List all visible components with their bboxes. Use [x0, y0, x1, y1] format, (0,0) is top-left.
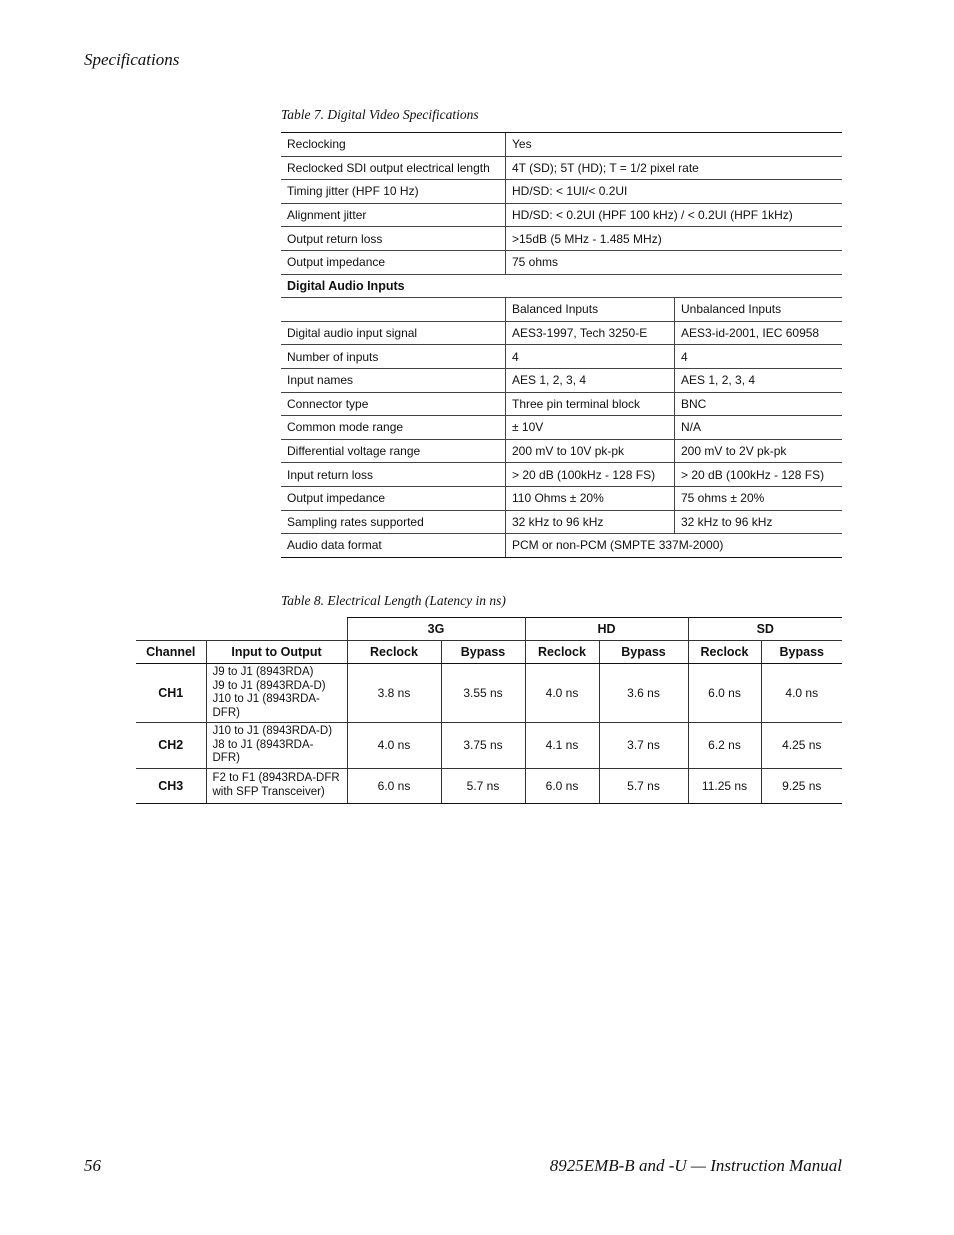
- latency-cell: 4.1 ns: [525, 723, 599, 769]
- table-row: [281, 510, 842, 534]
- spec-label: Output impedance: [281, 250, 506, 274]
- table-row: [136, 664, 842, 723]
- spec-label: Alignment jitter: [281, 203, 506, 227]
- latency-cell: 3.55 ns: [441, 664, 525, 723]
- table-7-caption: Table 7. Digital Video Specifications: [281, 107, 479, 122]
- reclock-header: Reclock: [347, 641, 441, 664]
- unbalanced-value: 75 ohms ± 20%: [675, 486, 843, 510]
- io-line: J10 to J1 (8943RDA-D): [212, 725, 333, 737]
- spec-value: Yes: [506, 133, 843, 157]
- channel-cell: CH1: [136, 664, 206, 723]
- spec-label: Reclocking: [281, 133, 506, 157]
- io-line: J9 to J1 (8943RDA-D): [212, 679, 326, 692]
- latency-cell: 4.0 ns: [525, 664, 599, 723]
- spec-label: Audio data format: [281, 534, 506, 558]
- unbalanced-value: BNC: [675, 392, 843, 416]
- channel-cell: CH3: [136, 768, 206, 803]
- spec-label: Timing jitter (HPF 10 Hz): [281, 180, 506, 204]
- table-row: [281, 321, 842, 345]
- manual-title: 8925EMB-B and -U — Instruction Manual: [549, 1156, 842, 1175]
- spec-value: HD/SD: < 0.2UI (HPF 100 kHz) / < 0.2UI (HPF 1kHz): [506, 203, 843, 227]
- latency-cell: 6.0 ns: [688, 664, 761, 723]
- table-row: [281, 439, 842, 463]
- group-3g-header: 3G: [347, 618, 525, 641]
- bypass-header: Bypass: [441, 641, 525, 664]
- input-to-output-cell: [206, 723, 347, 769]
- balanced-value: Three pin terminal block: [506, 392, 675, 416]
- io-line: F2 to F1 (8943RDA-DFR: [212, 772, 340, 784]
- table-row: [281, 133, 842, 157]
- latency-cell: 6.0 ns: [347, 768, 441, 803]
- table-row: [281, 180, 842, 204]
- table-row: [281, 486, 842, 510]
- latency-cell: 6.2 ns: [688, 723, 761, 769]
- balanced-value: AES3-1997, Tech 3250-E: [506, 321, 675, 345]
- channel-header: Channel: [136, 641, 206, 664]
- input-to-output-cell: [206, 664, 347, 723]
- unbalanced-value: 32 kHz to 96 kHz: [675, 510, 843, 534]
- audio-header-row: [281, 298, 842, 322]
- table-row: [281, 227, 842, 251]
- io-line: J10 to J1 (8943RDA-DFR): [212, 693, 320, 719]
- spec-label: Differential voltage range: [281, 439, 506, 463]
- spec-label: Connector type: [281, 392, 506, 416]
- unbalanced-inputs-header: Unbalanced Inputs: [675, 298, 843, 322]
- spec-label: Common mode range: [281, 416, 506, 440]
- unbalanced-value: 4: [675, 345, 843, 369]
- unbalanced-value: 200 mV to 2V pk-pk: [675, 439, 843, 463]
- group-header-row: [136, 618, 842, 641]
- spec-value: 75 ohms: [506, 250, 843, 274]
- latency-cell: 11.25 ns: [688, 768, 761, 803]
- unbalanced-value: N/A: [675, 416, 843, 440]
- table-row: [281, 463, 842, 487]
- table-row: [281, 250, 842, 274]
- bypass-header: Bypass: [761, 641, 842, 664]
- input-to-output-header: Input to Output: [206, 641, 347, 664]
- table-row: [281, 368, 842, 392]
- io-line: J8 to J1 (8943RDA-DFR): [212, 738, 314, 764]
- balanced-value: ± 10V: [506, 416, 675, 440]
- column-header-row: [136, 641, 842, 664]
- latency-cell: 5.7 ns: [599, 768, 688, 803]
- spec-label: Sampling rates supported: [281, 510, 506, 534]
- latency-cell: 3.75 ns: [441, 723, 525, 769]
- table-row: [281, 392, 842, 416]
- latency-cell: 9.25 ns: [761, 768, 842, 803]
- latency-cell: 6.0 ns: [525, 768, 599, 803]
- table-8-caption: Table 8. Electrical Length (Latency in ns): [281, 593, 506, 608]
- reclock-header: Reclock: [525, 641, 599, 664]
- unbalanced-value: AES3-id-2001, IEC 60958: [675, 321, 843, 345]
- group-sd-header: SD: [688, 618, 842, 641]
- balanced-inputs-header: Balanced Inputs: [506, 298, 675, 322]
- input-to-output-cell: [206, 768, 347, 803]
- page-number: 56: [84, 1156, 101, 1175]
- reclock-header: Reclock: [688, 641, 761, 664]
- balanced-value: > 20 dB (100kHz - 128 FS): [506, 463, 675, 487]
- running-header: Specifications: [84, 50, 180, 69]
- spec-label: Input names: [281, 368, 506, 392]
- digital-video-specifications-table: [281, 132, 842, 558]
- bypass-header: Bypass: [599, 641, 688, 664]
- io-line: with SFP Transceiver): [212, 785, 325, 798]
- spec-label: Output return loss: [281, 227, 506, 251]
- blank-header-cell: [136, 618, 347, 641]
- spec-label: Output impedance: [281, 486, 506, 510]
- latency-cell: 4.0 ns: [761, 664, 842, 723]
- spec-value: PCM or non-PCM (SMPTE 337M-2000): [506, 534, 843, 558]
- latency-cell: 3.6 ns: [599, 664, 688, 723]
- latency-cell: 3.8 ns: [347, 664, 441, 723]
- latency-cell: 5.7 ns: [441, 768, 525, 803]
- balanced-value: 110 Ohms ± 20%: [506, 486, 675, 510]
- unbalanced-value: > 20 dB (100kHz - 128 FS): [675, 463, 843, 487]
- group-hd-header: HD: [525, 618, 688, 641]
- channel-cell: CH2: [136, 723, 206, 769]
- latency-cell: 4.0 ns: [347, 723, 441, 769]
- spec-label: Number of inputs: [281, 345, 506, 369]
- spec-value: 4T (SD); 5T (HD); T = 1/2 pixel rate: [506, 156, 843, 180]
- spec-label: Digital audio input signal: [281, 321, 506, 345]
- io-line: J9 to J1 (8943RDA): [212, 666, 314, 678]
- table-row: [281, 203, 842, 227]
- table-row: [136, 723, 842, 769]
- table-row: [281, 156, 842, 180]
- blank-header-cell: [281, 298, 506, 322]
- latency-cell: 4.25 ns: [761, 723, 842, 769]
- balanced-value: 200 mV to 10V pk-pk: [506, 439, 675, 463]
- table-row: [136, 768, 842, 803]
- table-row: [281, 534, 842, 558]
- balanced-value: AES 1, 2, 3, 4: [506, 368, 675, 392]
- table-row: [281, 416, 842, 440]
- section-title: Digital Audio Inputs: [281, 274, 842, 298]
- electrical-length-table: [136, 617, 842, 804]
- latency-cell: 3.7 ns: [599, 723, 688, 769]
- spec-label: Input return loss: [281, 463, 506, 487]
- section-row: [281, 274, 842, 298]
- balanced-value: 4: [506, 345, 675, 369]
- unbalanced-value: AES 1, 2, 3, 4: [675, 368, 843, 392]
- spec-value: >15dB (5 MHz - 1.485 MHz): [506, 227, 843, 251]
- table-row: [281, 345, 842, 369]
- spec-label: Reclocked SDI output electrical length: [281, 156, 506, 180]
- balanced-value: 32 kHz to 96 kHz: [506, 510, 675, 534]
- spec-value: HD/SD: < 1UI/< 0.2UI: [506, 180, 843, 204]
